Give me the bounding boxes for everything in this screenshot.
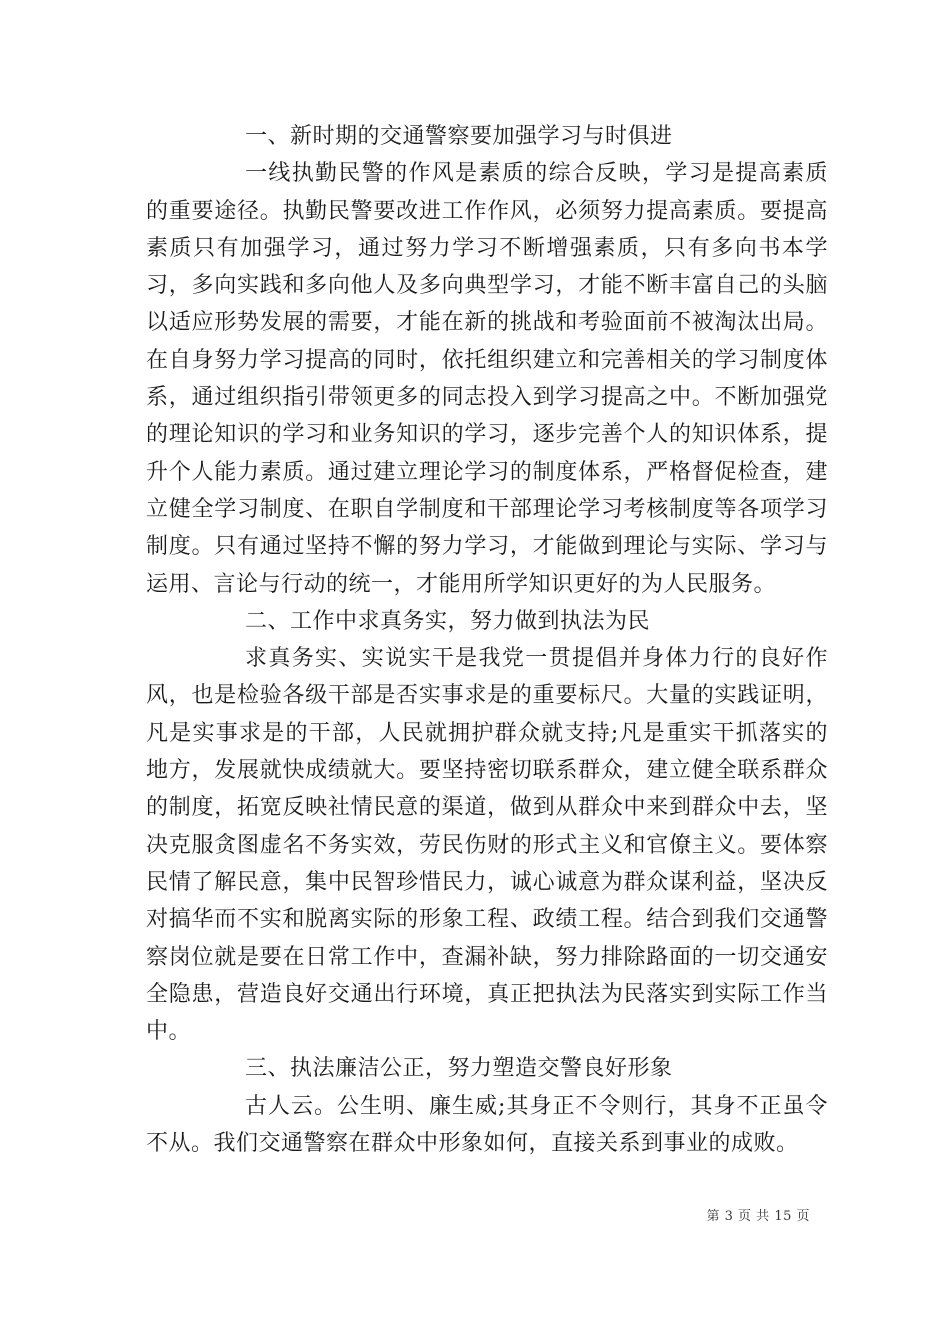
section-body-1: 一线执勤民警的作风是素质的综合反映，学习是提高素质的重要途径。执勤民警要改进工作作风，必须努力提高素质。要提高素质只有加强学习，通过努力学习不断增强素质，只有多向书本学习，多向实践和多向他人及多向典型学习，才能不断丰富自己的头脑以适应形势发展的需要，才能在新的挑战和考验面前不被淘汰出局。在自身努力学习提高的同时，依托组织建立和完善相关的学习制度体系，通过组织指引带领更多的同志投入到学习提高之中。不断加强党的理论知识的学习和业务知识的学习，逐步完善个人的知识体系，提升个人能力素质。通过建立理论学习的制度体系，严格督促检查，建立健全学习制度、在职自学制度和干部理论学习考核制度等各项学习制度。只有通过坚持不懈的努力学习，才能做到理论与实际、学习与运用、言论与行动的统一，才能用所学知识更好的为人民服务。: [146, 161, 828, 597]
section-heading-3: 三、执法廉洁公正，努力塑造交警良好形象: [245, 1056, 673, 1082]
section-heading-1: 一、新时期的交通警察要加强学习与时俱进: [245, 124, 673, 149]
section-body-2: 求真务实、实说实干是我党一贯提倡并身体力行的良好作风，也是检验各级干部是否实事求是的重要标尺。大量的实践证明，凡是实事求是的干部，人民就拥护群众就支持;凡是重实干抓落实的地方，发展就快成绩就大。要坚持密切联系群众，建立健全联系群众的制度，拓宽反映社情民意的渠道，做到从群众中来到群众中去，坚决克服贪图虚名不务实效，劳民伤财的形式主义和官僚主义。要体察民情了解民意，集中民智珍惜民力，诚心诚意为群众谋利益，坚决反对搞华而不实和脱离实际的形象工程、政绩工程。结合到我们交通警察岗位就是要在日常工作中，查漏补缺，努力排除路面的一切交通安全隐患，营造良好交通出行环境，真正把执法为民落实到实际工作当中。: [146, 646, 828, 1045]
section-body-3: 古人云。公生明、廉生威;其身正不令则行，其身不正虽令不从。我们交通警察在群众中形象如何，直接关系到事业的成败。: [146, 1093, 828, 1157]
page-number: 第 3 页 共 15 页: [706, 1209, 810, 1224]
document-body: [146, 118, 828, 1162]
section-heading-2: 二、工作中求真务实，努力做到执法为民: [245, 608, 651, 634]
